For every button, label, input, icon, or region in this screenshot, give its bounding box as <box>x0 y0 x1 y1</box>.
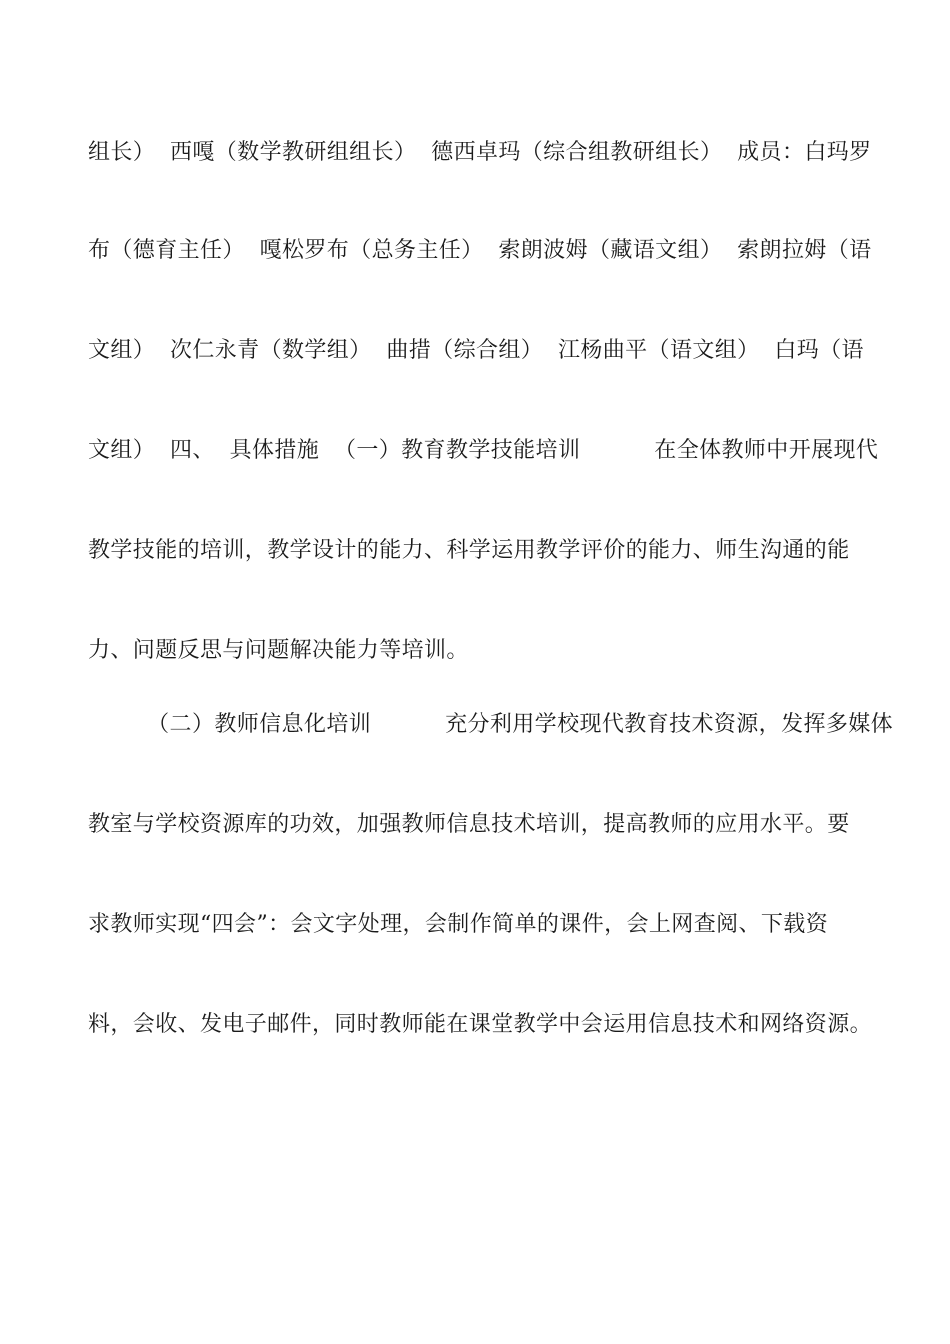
text-line-4: 文组） 四、 具体措施 （一）教育教学技能培训 在全体教师中开展现代 <box>88 438 879 463</box>
text-line-6: 力、问题反思与问题解决能力等培训。 <box>88 638 469 663</box>
text-line-9: 求教师实现“四会”：会文字处理，会制作简单的课件，会上网查阅、下载资 <box>88 912 829 937</box>
text-line-2: 布（德育主任） 嘎松罗布（总务主任） 索朗波姆（藏语文组） 索朗拉姆（语 <box>88 238 872 263</box>
text-line-1: 组长） 西嘎（数学教研组组长） 德西卓玛（综合组教研组长） 成员：白玛罗 <box>88 140 872 165</box>
text-line-7: （二）教师信息化培训 充分利用学校现代教育技术资源，发挥多媒体 <box>88 712 894 737</box>
text-line-10: 料，会收、发电子邮件，同时教师能在课堂教学中会运用信息技术和网络资源。 <box>88 1012 873 1037</box>
text-line-8: 教室与学校资源库的功效，加强教师信息技术培训，提高教师的应用水平。要 <box>88 812 850 837</box>
text-line-5: 教学技能的培训，教学设计的能力、科学运用教学评价的能力、师生沟通的能 <box>88 538 850 563</box>
text-line-3: 文组） 次仁永青（数学组） 曲措（综合组） 江杨曲平（语文组） 白玛（语 <box>88 338 864 363</box>
